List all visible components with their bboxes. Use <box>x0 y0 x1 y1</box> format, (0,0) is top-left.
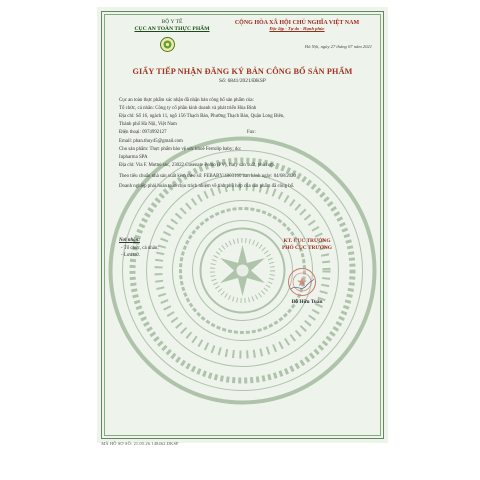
signer-name: Đỗ Hữu Tuấn <box>291 299 323 305</box>
body-email: Email: phan.thuy45@gmail.com <box>119 139 183 144</box>
body-intro: Cục an toàn thực phẩm xác nhận đã nhận bản công bố sản phẩm của: <box>119 98 254 103</box>
signer-title: PHÓ CỤC TRƯỞNG <box>281 245 332 251</box>
body-standard: Theo tiêu chuẩn nhà sản xuất kèm theo số: FEBABY/4003160 ban hành ngày: 04/08/2020 <box>119 174 296 179</box>
body-phone: Điện thoại: 0974992127 <box>119 130 167 135</box>
body-product-line-2: Inpharma SPA <box>119 155 148 160</box>
body-product-line-1: Cho sản phẩm: Thực phẩm bảo vệ sức khoẻ Ferrolip baby; do: <box>119 147 242 152</box>
ministry-name: BỘ Y TẾ <box>161 19 183 25</box>
body-address-line-2: Thành phố Hà Nội, Việt Nam <box>119 122 177 127</box>
recipient-item: - Tổ chức, cá nhân; <box>121 246 159 251</box>
dossier-code: MÃ HỒ SƠ SỐ: 21.05.26.148462.DKSP <box>101 441 179 446</box>
certificate-document <box>97 7 388 443</box>
body-address-line-1: Địa chỉ: Số 16, ngách 11, ngõ 156 Thạch Bàn, Phường Thạch Bàn, Quận Long Biên, <box>119 114 285 119</box>
recipient-item: - Lưu trữ. <box>121 253 141 258</box>
document-title: GIẤY TIẾP NHẬN ĐĂNG KÝ BẢN CÔNG BỐ SẢN PHẨM <box>132 67 353 76</box>
issue-date: Hà Nội, ngày 27 tháng 07 năm 2021 <box>304 44 372 49</box>
signer-role: KT. CỤC TRƯỞNG <box>283 238 331 244</box>
official-stamp <box>287 267 317 297</box>
department-name: CỤC AN TOÀN THỰC PHẨM <box>134 26 210 32</box>
body-responsibility: Doanh nghiệp phải hoàn toàn chịu trách nhiệm về tính phù hợp của sản phẩm đã công bố. <box>119 184 295 189</box>
recipients-title: Nơi nhận: <box>119 238 140 243</box>
body-fax: Fax: <box>247 130 256 135</box>
motto: Độc lập - Tự do - Hạnh phúc <box>269 26 325 31</box>
agency-logo-icon <box>160 37 175 52</box>
body-manufacturer: Địa chỉ: Via F. Muttei snc, 23022 Cusenate Pomo (PV), Italy sản xuất, phù hợp. <box>119 163 275 168</box>
document-number: Số: 6841/2021/ĐKSP <box>219 78 266 84</box>
nation-header: CỘNG HÒA XÃ HỘI CHỦ NGHĨA VIỆT NAM <box>234 20 360 26</box>
body-organization: Tổ chức, cá nhân: Công ty cổ phần kinh doanh và phát triển Hòa Bình <box>119 106 257 111</box>
